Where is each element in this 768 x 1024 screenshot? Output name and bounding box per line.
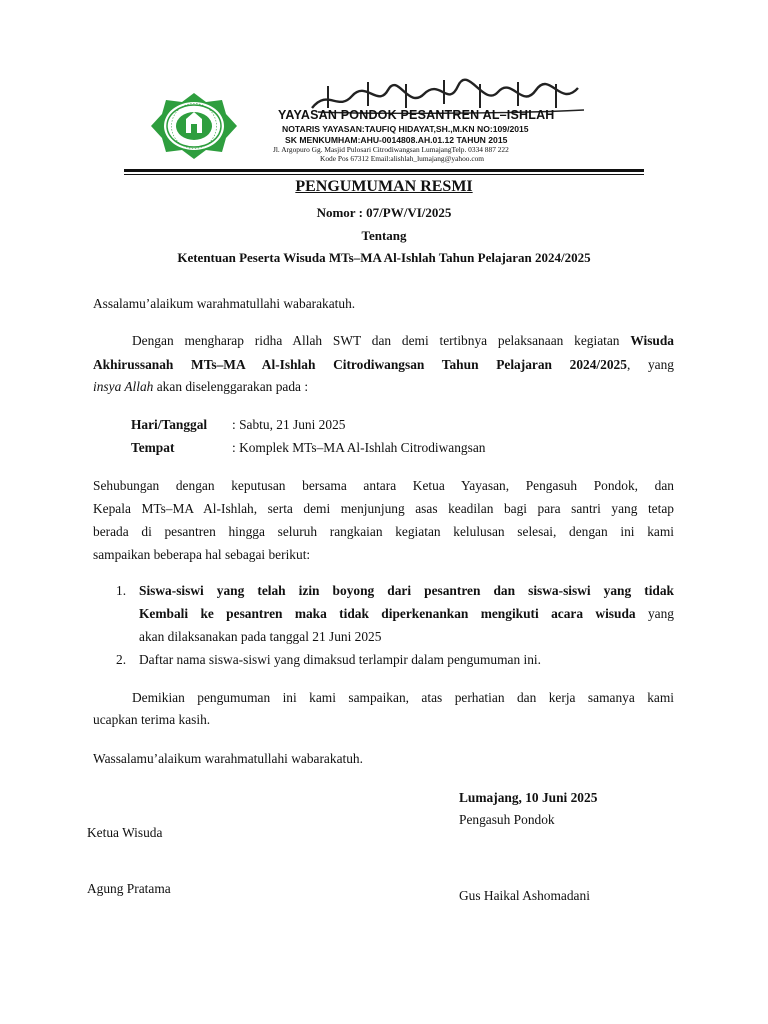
list-number-2: 2. xyxy=(116,652,127,667)
org-name: YAYASAN PONDOK PESANTREN AL–ISHLAH xyxy=(278,108,555,122)
right-signer-name: Gus Haikal Ashomadani xyxy=(459,888,590,903)
right-signer-role: Pengasuh Pondok xyxy=(459,812,555,827)
left-signer-role: Ketua Wisuda xyxy=(87,825,163,840)
detail-value-place: : Komplek MTs–MA Al-Ishlah Citrodiwangsan xyxy=(232,440,486,455)
closing-line-1: Demikian pengumuman ini kami sampaikan, atas perhatian dan kerja samanya kami xyxy=(132,690,674,705)
document-title: PENGUMUMAN RESMI xyxy=(295,178,473,195)
paragraph-2-line-2: Kepala MTs–MA Al-Ishlah, serta demi menjunjung asas keadilan bagi para santri yang tetap xyxy=(93,501,674,516)
greeting: Assalamu’alaikum warahmatullahi wabarakatuh. xyxy=(93,296,356,311)
letterhead-rule-thin xyxy=(124,174,644,175)
detail-label-date: Hari/Tanggal xyxy=(131,417,208,432)
list-number-1: 1. xyxy=(116,583,127,598)
paragraph-1-line-1: Dengan mengharap ridha Allah SWT dan demi tertibnya pelaksanaan kegiatan Wisuda xyxy=(132,333,674,348)
paragraph-2-line-1: Sehubungan dengan keputusan bersama antara Ketua Yayasan, Pengasuh Pondok, dan xyxy=(93,478,674,493)
paragraph-1-line-2: Akhirussanah MTs–MA Al-Ishlah Citrodiwangsan Tahun Pelajaran 2024/2025, yang xyxy=(93,357,674,372)
detail-value-date: : Sabtu, 21 Juni 2025 xyxy=(232,417,346,432)
farewell: Wassalamu’alaikum warahmatullahi wabarakatuh. xyxy=(93,751,363,766)
address-line-2: Kode Pos 67312 Email:alishlah_lumajang@yahoo.com xyxy=(320,154,485,163)
left-signer-name: Agung Pratama xyxy=(87,881,171,896)
letterhead-rule xyxy=(124,169,644,172)
list-item-1-line-2: Kembali ke pesantren maka tidak diperkenankan mengikuti acara wisuda yang xyxy=(139,606,674,621)
sk-line: SK MENKUMHAM:AHU-0014808.AH.01.12 TAHUN 2015 xyxy=(285,135,508,145)
list-item-1-line-1: Siswa-siswi yang telah izin boyong dari pesantren dan siswa-siswi yang tidak xyxy=(139,583,674,598)
closing-line-2: ucapkan terima kasih. xyxy=(93,712,211,727)
paragraph-2-line-3: berada di pesantren hingga seluruh rangkaian kegiatan kelulusan selesai, dengan ini kami xyxy=(93,524,674,539)
paragraph-2-line-4: sampaikan beberapa hal sebagai berikut: xyxy=(93,547,311,562)
document-number: Nomor : 07/PW/VI/2025 xyxy=(316,205,452,220)
list-item-1-line-3: akan dilaksanakan pada tanggal 21 Juni 2025 xyxy=(139,629,382,644)
notaris-line: NOTARIS YAYASAN:TAUFIQ HIDAYAT,SH.,M.KN NO:109/2015 xyxy=(282,124,529,134)
address-line-1: Jl. Argopuro Gg. Masjid Pulosari Citrodiwangsan LumajangTelp. 0334 887 222 xyxy=(273,145,509,154)
tentang-label: Tentang xyxy=(361,228,407,243)
place-date: Lumajang, 10 Juni 2025 xyxy=(459,790,598,805)
list-item-2-line-1: Daftar nama siswa-siswi yang dimaksud terlampir dalam pengumuman ini. xyxy=(139,652,541,667)
document-subject: Ketentuan Peserta Wisuda MTs–MA Al-Ishlah Tahun Pelajaran 2024/2025 xyxy=(177,250,591,265)
pesantren-logo xyxy=(150,92,238,160)
detail-label-place: Tempat xyxy=(131,440,175,455)
paragraph-1-line-3: insya Allah akan diselenggarakan pada : xyxy=(93,379,309,394)
